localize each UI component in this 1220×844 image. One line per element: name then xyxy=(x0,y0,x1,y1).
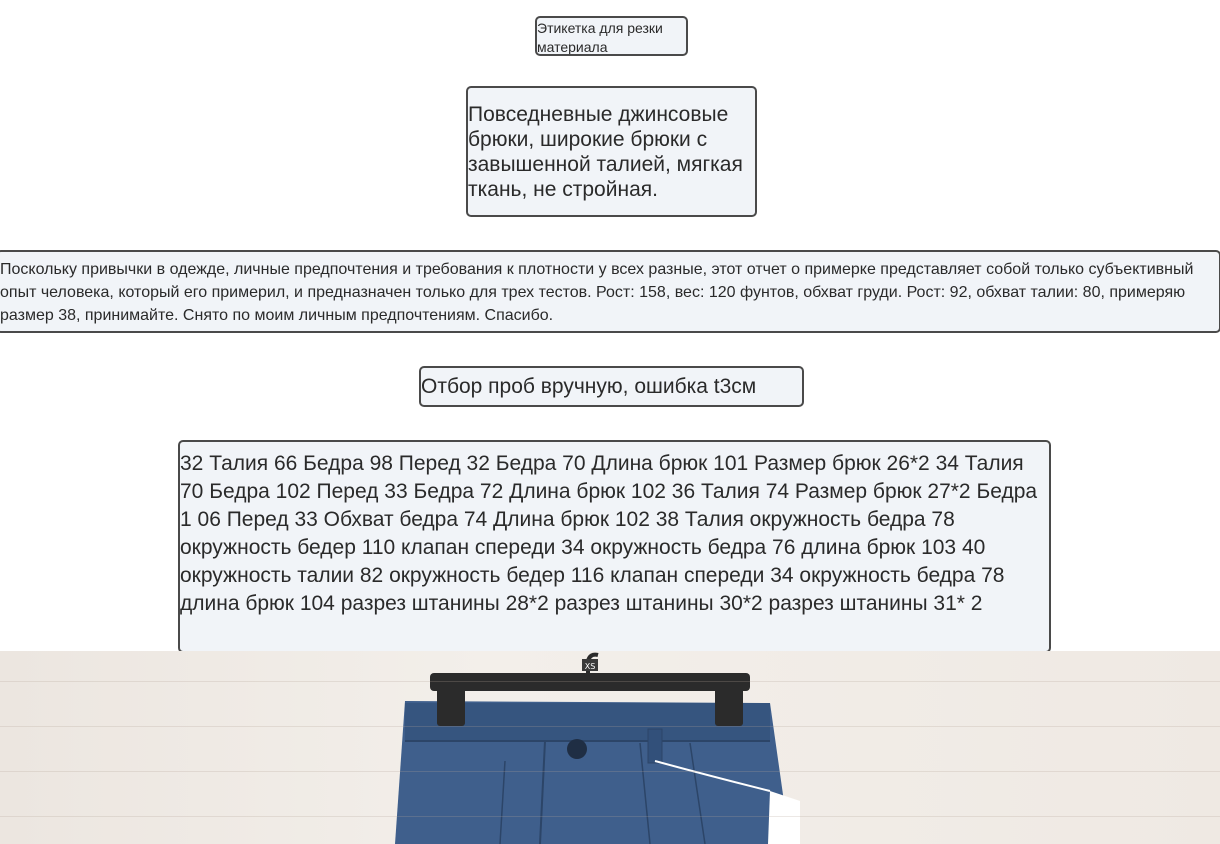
size-table-box xyxy=(178,440,1051,653)
cut-label-box xyxy=(535,16,688,56)
measure-note-box xyxy=(419,366,804,407)
hanger-bar xyxy=(430,673,750,691)
measure-note-text: Отбор проб вручную, ошибка t3см xyxy=(421,375,757,398)
disclaimer-text: Поскольку привычки в одежде, личные предпочтения и требования к плотности у всех разные, этот отчет о примерке представляет собой только субъективный опыт человека, который его примерил, и предназначен только для трех тестов. Рост: 158, вес: 120 фунтов, обхват груди. Рост: 92, обхват талии: 80, примеряю размер 38, принимайте. Снято по моим личным предпочтениям. Спасибо. xyxy=(0,261,1194,324)
hanger-size-tag: XS xyxy=(584,662,596,671)
jeans-button xyxy=(567,739,587,759)
size-table-text: 32 Талия 66 Бедра 98 Перед 32 Бедра 70 Длина брюк 101 Размер брюк 26*2 34 Талия 70 Бедра 102 Перед 33 Бедра 72 Длина брюк 102 36 Талия 74 Размер брюк 27*2 Бедра 1 06 Перед 33 Обхват бедра 74 Длина брюк 102 38 Талия окружность бедра 78 окружность бедер 110 клапан спереди 34 окружность бедра 76 длина брюк 103 40 окружность талии 82 окружность бедер 116 клапан спереди 34 окружность бедра 78 длина брюк 104 разрез штанины 28*2 разрез штанины 30*2 разрез штанины 31* 2 xyxy=(180,452,1038,615)
hanger-clip-right xyxy=(715,676,743,726)
product-photo xyxy=(0,651,1220,844)
product-title-box xyxy=(466,86,757,217)
cut-label-text: Этикетка для резки материала xyxy=(537,20,663,55)
disclaimer-box xyxy=(0,250,1220,333)
hanger-clip-left xyxy=(437,676,465,726)
product-title-text: Повседневные джинсовые брюки, широкие брюки с завышенной талией, мягкая ткань, не стройная. xyxy=(468,103,743,201)
